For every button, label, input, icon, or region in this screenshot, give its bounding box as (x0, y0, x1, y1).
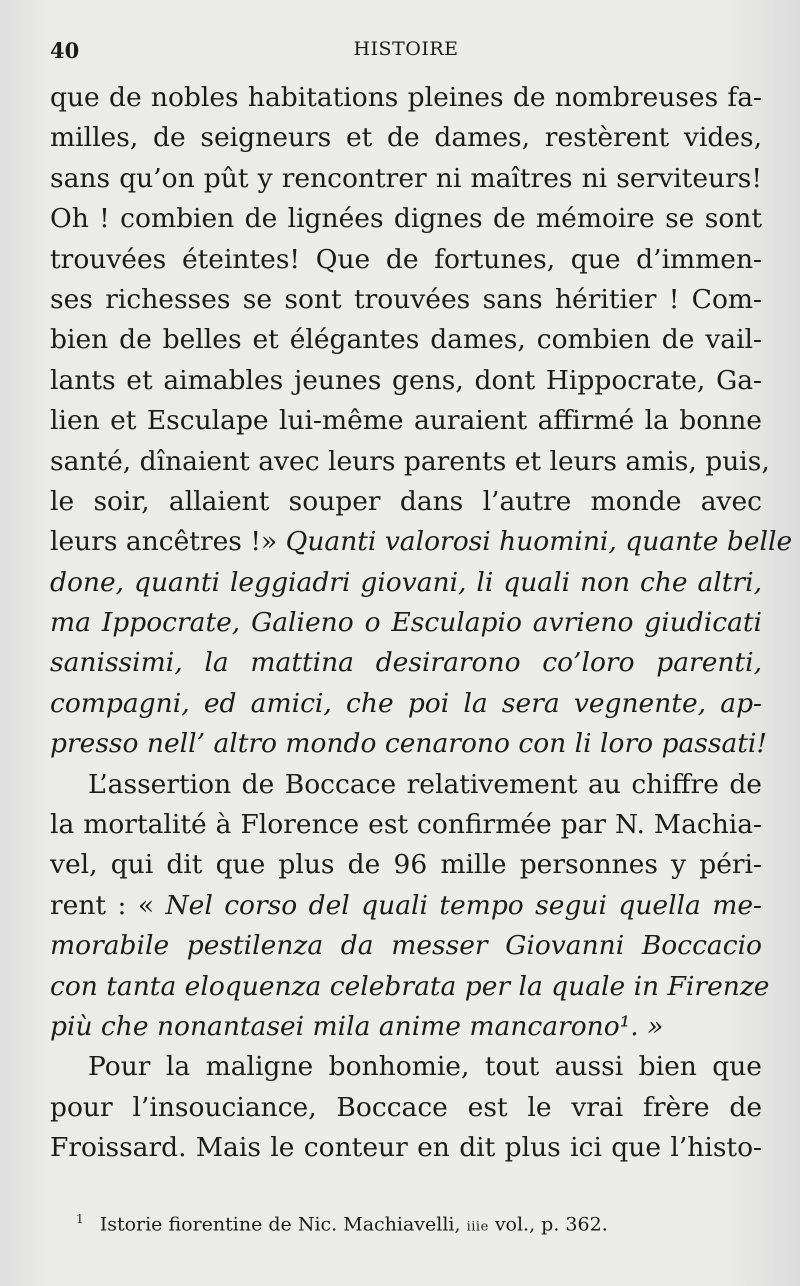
text-line: sanissimi, la mattina desirarono co’loro parenti, (50, 647, 762, 679)
footnote-text-before: Istorie fiorentine de Nic. Machiavelli, (99, 1213, 467, 1236)
footnote-volume: iiie (466, 1219, 489, 1235)
text-line: la mortalité à Florence est confirmée par N. Machia- (50, 809, 762, 841)
page-header (50, 38, 762, 68)
text-line-roman: leurs ancêtres !» (50, 526, 286, 558)
text-line: presso nell’ altro mondo cenarono con li loro passati! (50, 728, 768, 760)
text-line-italic: Nel corso del quali tempo segui quella me- (165, 889, 763, 921)
text-line-roman: rent : « (50, 889, 166, 921)
footnote (76, 1212, 608, 1235)
running-head: HISTOIRE (353, 38, 459, 60)
text-line: con tanta eloquenza celebrata per la quale in Firenze (50, 970, 770, 1002)
text-line: Oh ! combien de lignées dignes de mémoire se sont (50, 203, 762, 235)
text-line: le soir, allaient souper dans l’autre monde avec (50, 485, 762, 517)
footnote-text-after: vol., p. 362. (494, 1213, 608, 1236)
text-line: santé, dînaient avec leurs parents et leurs amis, puis, (50, 445, 770, 477)
text-line: lien et Esculape lui-même auraient affirmé la bonne (50, 405, 762, 437)
text-line: morabile pestilenza da messer Giovanni Boccacio (50, 930, 762, 962)
text-line: L’assertion de Boccace relativement au chiffre de (88, 768, 762, 800)
footnote-marker: 1 (76, 1212, 84, 1226)
text-line: sans qu’on pût y rencontrer ni maîtres ni serviteurs! (50, 162, 762, 194)
text-line: pour l’insouciance, Boccace est le vrai frère de (50, 1091, 762, 1123)
text-line: Pour la maligne bonhomie, tout aussi bien que (88, 1051, 762, 1083)
text-line: ma Ippocrate, Galieno o Esculapio avrieno giudicati (50, 607, 762, 639)
text-line: lants et aimables jeunes gens, dont Hippocrate, Ga- (50, 364, 762, 396)
text-line: milles, de seigneurs et de dames, restèrent vides, (50, 122, 762, 154)
text-line: più che nonantasei mila anime mancarono¹. » (50, 1010, 664, 1042)
text-line: done, quanti leggiadri giovani, li quali non che altri, (50, 566, 762, 598)
text-line: compagni, ed amici, che poi la sera vegnente, ap- (50, 687, 762, 719)
text-line (50, 522, 793, 562)
text-line: Froissard. Mais le conteur en dit plus ici que l’histo- (50, 1132, 762, 1164)
text-line: vel, qui dit que plus de 96 mille personnes y péri- (50, 849, 762, 881)
body-text (50, 78, 793, 1169)
page-number: 40 (50, 38, 80, 63)
text-line-italic: Quanti valorosi huomini, quante belle (285, 526, 793, 558)
text-line: que de nobles habitations pleines de nombreuses fa- (50, 82, 762, 113)
text-line (50, 886, 762, 926)
text-line: trouvées éteintes! Que de fortunes, que d’immen- (50, 243, 762, 275)
text-line: ses richesses se sont trouvées sans héritier ! Com- (50, 283, 762, 315)
text-line: bien de belles et élégantes dames, combien de vail- (50, 324, 762, 356)
